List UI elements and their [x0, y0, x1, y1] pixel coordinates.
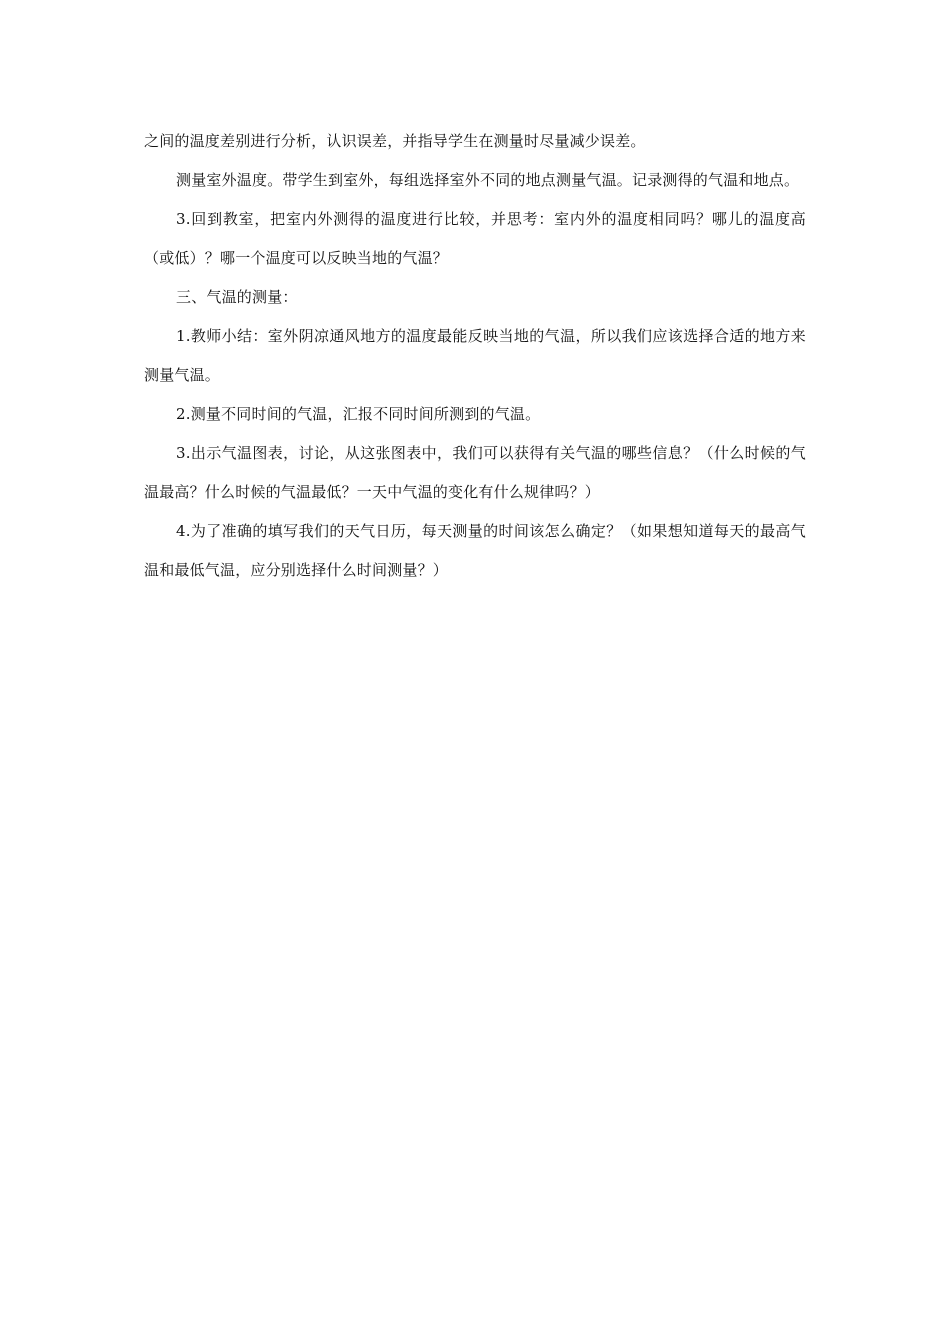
paragraph-different-times: 2.测量不同时间的气温，汇报不同时间所测到的气温。 [176, 405, 541, 423]
paragraph-compare-temperatures: 3.回到教室，把室内外测得的温度进行比较，并思考：室内外的温度相同吗？哪儿的温度高（或低）？哪一个温度可以反映当地的气温？ [144, 210, 806, 267]
paragraph-weather-calendar: 4.为了准确的填写我们的天气日历，每天测量的时间该怎么确定？（如果想知道每天的最高气温和最低气温，应分别选择什么时间测量？） [144, 522, 806, 579]
paragraph-temperature-chart: 3.出示气温图表，讨论，从这张图表中，我们可以获得有关气温的哪些信息？（什么时候的气温最高？什么时候的气温最低？一天中气温的变化有什么规律吗？） [144, 444, 806, 501]
paragraph-outdoor-measurement: 测量室外温度。带学生到室外，每组选择室外不同的地点测量气温。记录测得的气温和地点。 [176, 171, 800, 189]
section-heading-temperature-measurement: 三、气温的测量： [176, 288, 298, 306]
document-body [144, 122, 806, 590]
paragraph-teacher-summary: 1.教师小结：室外阴凉通风地方的温度最能反映当地的气温，所以我们应该选择合适的地方来测量气温。 [144, 327, 806, 384]
paragraph-error-analysis: 之间的温度差别进行分析，认识误差，并指导学生在测量时尽量减少误差。 [144, 132, 646, 150]
